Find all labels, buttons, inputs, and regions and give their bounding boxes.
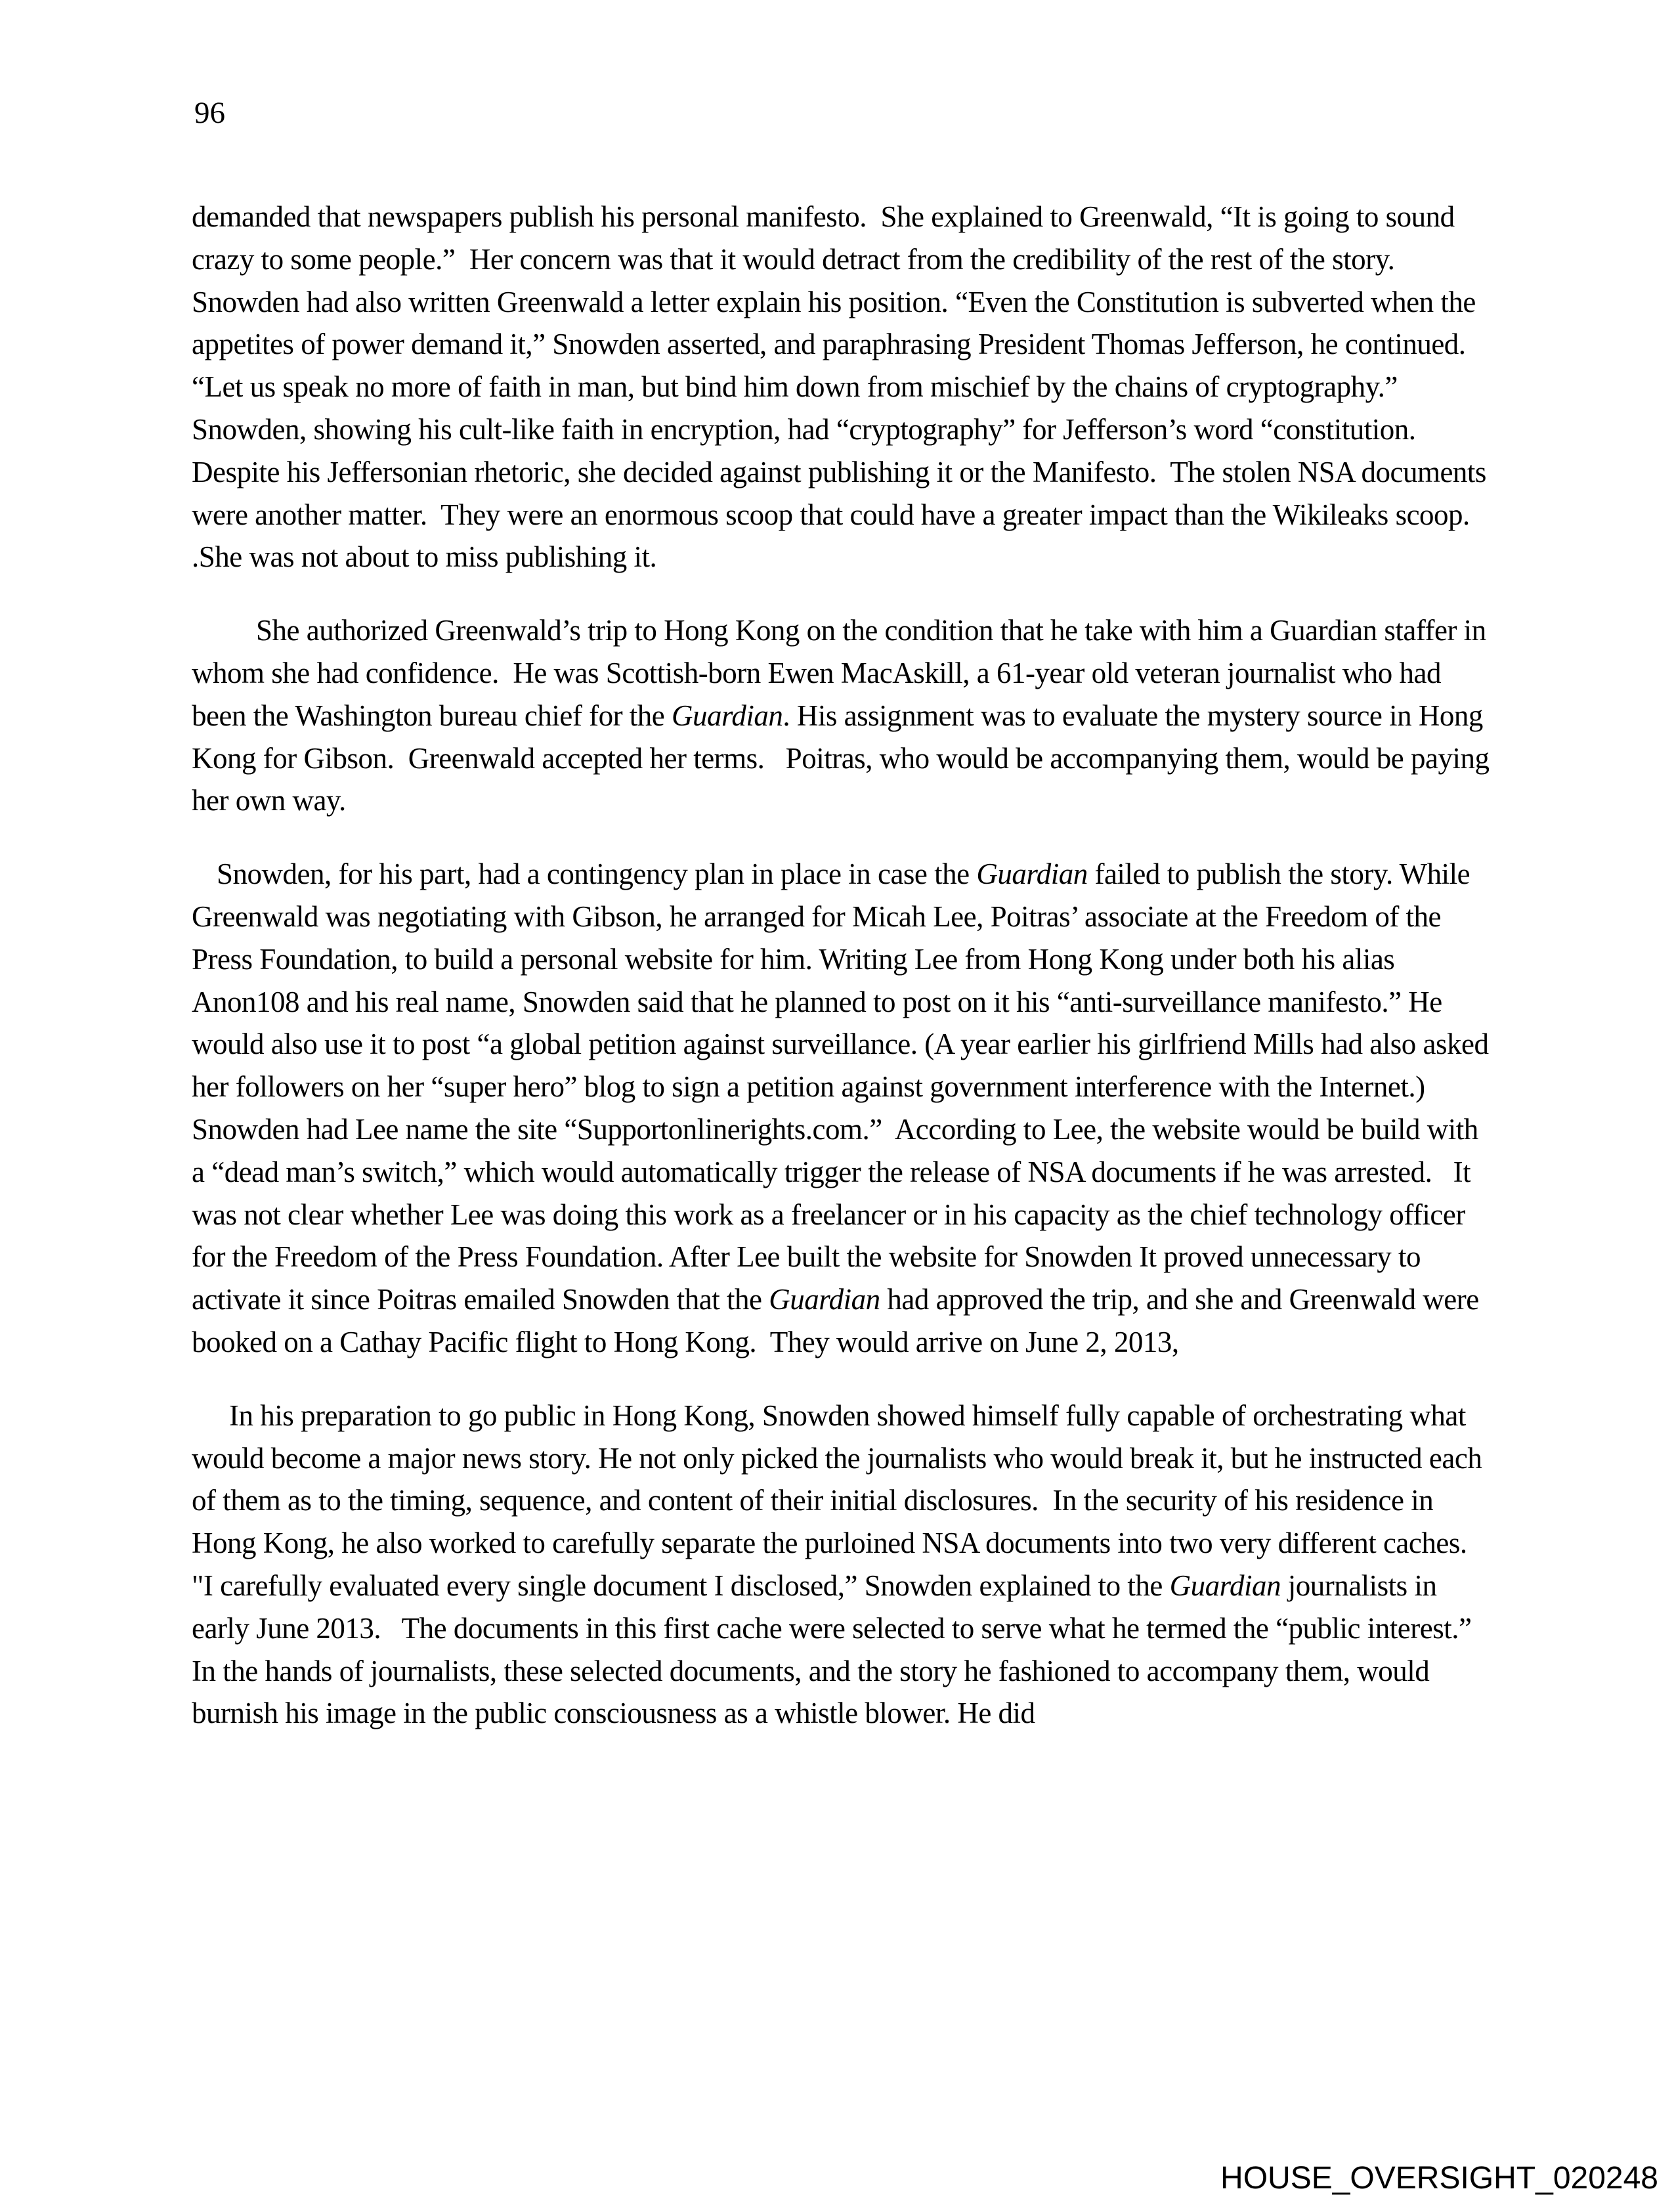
italic-text-segment: Guardian bbox=[1169, 1569, 1281, 1602]
paragraph bbox=[192, 853, 1496, 1364]
italic-text-segment: Guardian bbox=[672, 699, 783, 732]
text-segment: In his preparation to go public in Hong Kong, Snowden showed himself fully capable of orchestrating what would become a major news story. He not only picked the journalists who would break it, but he instructed each of them as to the timing, sequence, and content of their initial disclosures. In the security of his residence in Hong Kong, he also worked to carefully separate the purloined NSA documents into two very different caches. "I carefully evaluated every single document I disclosed,” Snowden explained to the bbox=[192, 1399, 1490, 1602]
text-segment: journalists in early June 2013. The documents in this first cache were selected to serve what he termed the “public interest.” In the hands of journalists, these selected documents, and the story he fashioned to accompany them, would burnish his image in the public consciousness as a whistle blower. He did bbox=[192, 1569, 1486, 1730]
page-number: 96 bbox=[194, 96, 225, 130]
text-segment: . His assignment was to evaluate the mystery source in Hong Kong for Gibson. Greenwald accepted her terms. Poitras, who would be accompanying them, would be paying her own way. bbox=[192, 699, 1497, 817]
document-body bbox=[192, 196, 1497, 1766]
paragraph bbox=[192, 1395, 1493, 1735]
paragraph bbox=[192, 196, 1493, 578]
italic-text-segment: Guardian bbox=[769, 1283, 880, 1316]
bates-number: HOUSE_OVERSIGHT_020248 bbox=[1220, 2161, 1658, 2196]
text-segment: failed to publish the story. While Greenwald was negotiating with Gibson, he arranged for Micah Lee, Poitras’ associate at the Freedom of the Press Foundation, to build a personal website for him. Writing Lee from Hong Kong under both his alias Anon108 and his real name, Snowden said that he planned to post on it his “anti-surveillance manifesto.” He would also use it to post “a global petition against surveillance. (A year earlier his girlfriend Mills had also asked her followers on her “super hero” blog to sign a petition against government interference with the Internet.) Snowden had Lee name the site “Supportonlinerights.com.” According to Lee, the website would be build with a “dead man’s switch,” which would automatically trigger the release of NSA documents if he was arrested. It was not clear whether Lee was doing this work as a freelancer or in his capacity as the chief technology officer for the Freedom of the Press Foundation. After Lee built the website for Snowden It proved unnecessary to activate it since Poitras emailed Snowden that the bbox=[192, 857, 1496, 1316]
text-segment: She authorized Greenwald’s trip to Hong Kong on the condition that he take with him a Guardian staffer in whom she had confidence. He was Scottish-born Ewen MacAskill, a 61-year old veteran journalist who had been the Washington bureau chief for the bbox=[192, 614, 1493, 732]
text-segment: Snowden, for his part, had a contingency plan in place in case the bbox=[217, 857, 977, 891]
text-segment: had approved the trip, and she and Greenwald were booked on a Cathay Pacific flight to Hong Kong. They would arrive on June 2, 2013, bbox=[192, 1283, 1486, 1358]
text-segment: demanded that newspapers publish his personal manifesto. She explained to Greenwald, “It is going to sound crazy to some people.” Her concern was that it would detract from the credibility of the rest of the story. Snowden had also written Greenwald a letter explain his position. “Even the Constitution is subverted when the appetites of power demand it,” Snowden asserted, and paraphrasing President Thomas Jefferson, he continued. “Let us speak no more of faith in man, but bind him down from mischief by the chains of cryptography.” Snowden, showing his cult-like faith in encryption, had “cryptography” for Jefferson’s word “constitution. Despite his Jeffersonian rhetoric, she decided against publishing it or the Manifesto. The stolen NSA documents were another matter. They were an enormous scoop that could have a greater impact than the Wikileaks scoop. .She was not about to miss publishing it. bbox=[192, 200, 1493, 574]
italic-text-segment: Guardian bbox=[976, 857, 1088, 891]
paragraph bbox=[192, 609, 1497, 822]
